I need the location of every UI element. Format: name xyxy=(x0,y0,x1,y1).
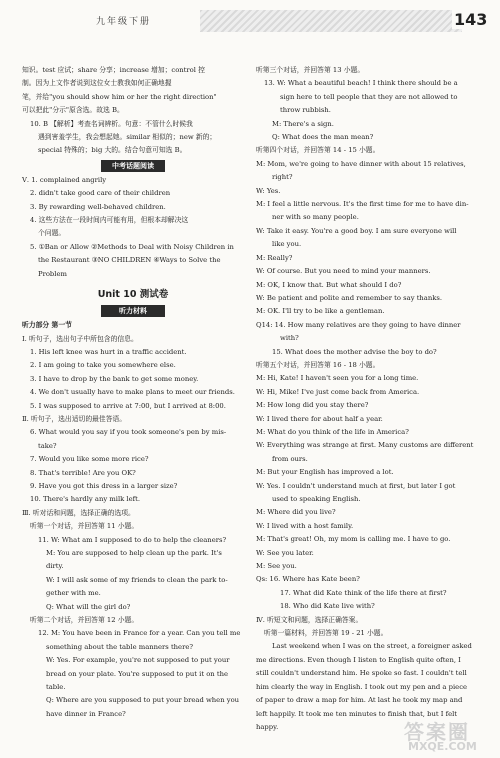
text-line: 11. W: What am I supposed to do to help the cleaners? xyxy=(38,535,227,544)
text-line: happy. xyxy=(256,722,279,731)
text-line: Q: What does the man mean? xyxy=(272,133,374,142)
text-line: me directions. Even though I listen to English quite often, I xyxy=(256,655,461,664)
text-line: M: Really? xyxy=(256,253,293,262)
text-line: gether with me. xyxy=(46,589,101,598)
text-line: Ⅲ. 听对话和问题，选择正确的选项。 xyxy=(22,508,135,517)
text-line: 2. didn't take good care of their children xyxy=(30,189,171,198)
text-line: 13. W: What a beautiful beach! I think there should be a xyxy=(264,79,458,88)
text-line: like you. xyxy=(272,240,302,249)
unit-title: Unit 10 测试卷 xyxy=(97,289,169,301)
text-line: bread on your plate. You're supposed to put it on the xyxy=(46,669,228,678)
text-line: Ⅴ. 1. complained angrily xyxy=(22,175,107,184)
text-line: 4. We don't usually have to make plans to meet our friends. xyxy=(30,388,235,397)
text-line: 5. ①Ban or Allow ②Methods to Deal with Noisy Children in xyxy=(30,242,234,251)
text-line: table. xyxy=(46,683,66,692)
text-line: sign here to tell people that they are not allowed to xyxy=(280,92,458,101)
text-line: take? xyxy=(38,441,57,450)
text-line: 听第一篇材料，并回答第 19 - 21 小题。 xyxy=(264,629,388,638)
watermark-logo xyxy=(400,716,496,756)
text-line: used to speaking English. xyxy=(272,495,361,503)
text-line: 听第二个对话，并回答第 12 小题。 xyxy=(30,616,139,625)
text-line: M: OK, I know that. But what should I do? xyxy=(256,280,402,289)
watermark-url: MXQE.COM xyxy=(408,740,477,753)
text-line: W: Be patient and polite and remember to say thanks. xyxy=(256,293,443,302)
text-line: W: See you later. xyxy=(256,548,314,557)
text-line: M: OK. I'll try to be like a gentleman. xyxy=(256,307,385,316)
text-line: 7. Would you like some more rice? xyxy=(30,455,149,464)
text-line: M: Where did you live? xyxy=(256,508,336,517)
text-line: 遇到害羞学生，我会想起她。similar 相似的；new 新的； xyxy=(38,133,217,142)
page-header xyxy=(0,0,500,40)
text-line: 8. That's terrible! Are you OK? xyxy=(30,468,136,477)
text-line: 笔，并给"you should show him or her the right direction" xyxy=(22,92,217,101)
text-line: W: I will ask some of my friends to clean the park to- xyxy=(46,575,228,584)
text-line: W: Take it easy. You're a good boy. I am sure everyone will xyxy=(256,226,457,235)
text-line: W: I lived with a host family. xyxy=(256,521,354,530)
text-line: the Restaurant ③NO CHILDREN ④Ways to Solve the xyxy=(38,256,221,265)
text-line: 3. I have to drop by the bank to get some money. xyxy=(30,374,199,383)
text-line: W: Yes. xyxy=(256,186,281,195)
text-line: him clearly the way in English. I took out my pen and a piece xyxy=(256,682,468,691)
text-line: M: I feel a little nervous. It's the first time for me to have din- xyxy=(256,200,469,209)
text-line: with? xyxy=(280,334,299,343)
text-line: M: See you. xyxy=(256,562,297,571)
text-line: 18. Who did Kate live with? xyxy=(280,602,375,611)
text-line: 5. I was supposed to arrive at 7:00, but I arrived at 8:00. xyxy=(30,401,226,410)
text-line: ner with so many people. xyxy=(272,213,359,222)
left-column xyxy=(22,64,244,721)
text-line: still couldn't understand him. He spoke so fast. I couldn't tell xyxy=(256,669,467,678)
text-line: 15. What does the mother advise the boy to do? xyxy=(272,347,437,356)
text-line: W: Yes. For example, you're not supposed to put your xyxy=(46,656,230,665)
right-column xyxy=(256,64,478,734)
text-line: 9. Have you got this dress in a larger size? xyxy=(30,481,178,490)
text-line: 听第三个对话，并回答第 13 小题。 xyxy=(256,66,365,74)
text-line: of paper to draw a map for him. At last he took my map and xyxy=(256,696,463,705)
text-line: M: You are supposed to help clean up the park. It's xyxy=(46,549,222,557)
text-line: 10. B 【解析】考查名词辨析。句意：不管什么时候我 xyxy=(30,119,193,128)
text-line: M: What do you think of the life in America? xyxy=(256,427,409,436)
text-line: something about the table manners there? xyxy=(46,642,193,651)
text-line: M: Hi, Kate! I haven't seen you for a long time. xyxy=(256,374,419,383)
text-line: W: I lived there for about half a year. xyxy=(256,414,383,423)
text-line: Ⅰ. 听句子，选出句子中所包含的信息。 xyxy=(22,334,138,343)
text-line: left happily. It took me ten minutes to finish that, but I felt xyxy=(256,709,458,718)
text-line: Ⅱ. 听句子，选出适切的最佳答语。 xyxy=(22,414,127,423)
text-line: Q: Where are you supposed to put your bread when you xyxy=(46,696,240,705)
text-line: Qs: 16. Where has Kate been? xyxy=(256,575,360,584)
text-line: W: Of course. But you need to mind your manners. xyxy=(256,267,431,276)
text-line: Q14: 14. How many relatives are they going to have dinner xyxy=(256,320,461,329)
text-line: 知识。test 应试；share 分享；increase 增加；control 控 xyxy=(22,66,205,74)
text-line: Q: What will the girl do? xyxy=(46,602,131,611)
section-badge: 中考话题阅读 xyxy=(101,160,165,172)
text-line: 1. His left knee was hurt in a traffic accident. xyxy=(30,347,187,356)
text-line: 10. There's hardly any milk left. xyxy=(30,495,141,504)
text-line: M: That's great! Oh, my mom is calling me. I have to go. xyxy=(256,535,451,544)
text-line: W: Hi, Mike! I've just come back from America. xyxy=(256,387,420,396)
text-line: 听第一个对话，并回答第 11 小题。 xyxy=(30,522,139,531)
text-line: 听力部分 第一节 xyxy=(22,321,72,330)
text-line: Problem xyxy=(38,269,67,278)
text-line: 4. 这些方法在一段时间内可能有用，但根本却解决这 xyxy=(30,216,189,225)
text-line: 3. By rewarding well-behaved children. xyxy=(30,202,166,211)
text-line: Ⅳ. 听短文和问题，选择正确答案。 xyxy=(256,615,363,624)
text-line: 6. What would you say if you took someone's pen by mis- xyxy=(30,428,227,437)
text-line: special 特殊的；big 大的。结合句意可知选 B。 xyxy=(38,146,187,155)
text-line: from ours. xyxy=(272,454,308,463)
text-line: 17. What did Kate think of the life there at first? xyxy=(280,588,447,597)
text-line: 制。因为上文作者说到这位女士教我如何正确地握 xyxy=(22,79,172,88)
section-badge: 听力材料 xyxy=(101,305,165,317)
text-line: M: But your English has improved a lot. xyxy=(256,468,394,477)
text-line: have dinner in France? xyxy=(46,709,126,718)
text-line: throw rubbish. xyxy=(280,106,331,115)
text-line: 12. M: You have been in France for a year. Can you tell me xyxy=(38,629,241,638)
text-line: right? xyxy=(272,173,293,182)
header-band xyxy=(200,10,462,32)
page-number: 143 xyxy=(454,10,488,29)
text-line: 听第四个对话，并回答第 14 - 15 小题。 xyxy=(256,146,380,155)
text-line: M: Mom, we're going to have dinner with about 15 relatives, xyxy=(256,159,466,168)
text-line: W: Yes. I couldn't understand much at first, but later I got xyxy=(256,481,456,490)
text-line: 2. I am going to take you somewhere else. xyxy=(30,361,176,370)
watermark-text: 答案圈 xyxy=(404,720,470,744)
text-line: 听第五个对话，并回答第 16 - 18 小题。 xyxy=(256,360,380,369)
book-title: 九年级下册 xyxy=(96,17,152,27)
text-line: 可以把此"分示"原含选。故选 B。 xyxy=(22,106,124,115)
text-line: M: There's a sign. xyxy=(272,119,334,128)
text-line: M: How long did you stay there? xyxy=(256,401,369,410)
text-line: Last weekend when I was on the street, a foreigner asked xyxy=(272,642,472,651)
text-line: W: Everything was strange at first. Many customs are different xyxy=(256,441,474,450)
text-line: 个问题。 xyxy=(38,229,66,238)
text-line: dirty. xyxy=(46,562,64,571)
